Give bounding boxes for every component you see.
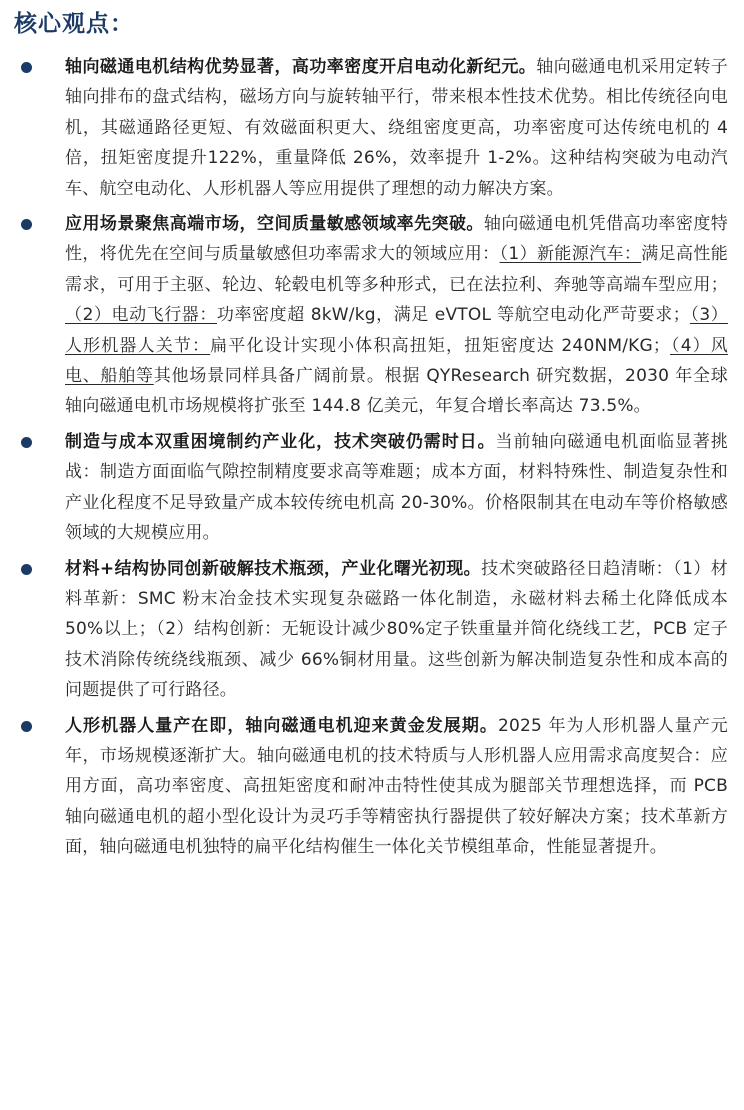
key-point-lead: 轴向磁通电机结构优势显著，高功率密度开启电动化新纪元。 bbox=[65, 57, 537, 77]
key-point-paragraph bbox=[65, 52, 728, 204]
key-point-paragraph bbox=[65, 554, 728, 706]
key-point-item bbox=[14, 52, 728, 204]
key-point-underlined-text: （4）风电、船舶等 bbox=[65, 335, 728, 387]
key-points-list bbox=[14, 52, 728, 863]
key-point-underlined-text: （3）人形机器人关节： bbox=[65, 305, 728, 356]
key-point-item bbox=[14, 209, 728, 422]
key-point-text: 扁平化设计实现小体积高扭矩，扭矩密度达 240NM/KG； bbox=[210, 335, 671, 356]
bullet-dot-icon bbox=[21, 564, 32, 575]
key-point-text: 2025 年为人形机器人量产元年，市场规模逐渐扩大。轴向磁通电机的技术特质与人形机器人应用需求高度契合：应用方面，高功率密度、高扭矩密度和耐冲击特性使其成为腿部关节理想选择，而 PCB 轴向磁通电机的超小型化设计为灵巧手等精密执行器提供了较好解决方案；技术革新方面，轴向磁通电机独特的扁平化结构催生一体化关节模组革命，性能显著提升。 bbox=[65, 715, 728, 858]
key-point-underlined-text: （2）电动飞行器： bbox=[65, 305, 217, 326]
key-point-text: 满足高性能需求，可用于主驱、轮边、轮毂电机等多种形式，已在法拉利、奔驰等高端车型应用； bbox=[65, 244, 729, 295]
key-point-item bbox=[14, 554, 728, 706]
key-point-text: 当前轴向磁通电机面临显著挑战：制造方面面临气隙控制精度要求高等难题；成本方面，材料特殊性、制造复杂性和产业化程度不足导致量产成本较传统电机高 20-30%。价格限制其在电动车等价格敏感领域的大规模应用。 bbox=[65, 431, 728, 544]
key-point-paragraph bbox=[65, 209, 728, 422]
key-point-item bbox=[14, 427, 728, 549]
key-point-paragraph bbox=[65, 711, 728, 863]
key-point-paragraph bbox=[65, 427, 728, 549]
key-point-lead: 制造与成本双重困境制约产业化，技术突破仍需时日。 bbox=[65, 431, 496, 452]
key-point-lead: 应用场景聚焦高端市场，空间质量敏感领域率先突破。 bbox=[65, 214, 484, 235]
section-title: 核心观点： bbox=[14, 11, 134, 37]
key-point-text: 轴向磁通电机采用定转子轴向排布的盘式结构，磁场方向与旋转轴平行，带来根本性技术优势。相比传统径向电机，其磁通路径更短、有效磁面积更大、绕组密度更高，功率密度可达传统电机的 4 倍，扭矩密度提升122%，重量降低 26%，效率提升 1-2%。这种结构突破为电动汽车、航空电动化、人形机器人等应用提供了理想的动力解决方案。 bbox=[65, 57, 729, 199]
key-point-text: 技术突破路径日趋清晰：（1）材料革新：SMC 粉末冶金技术实现复杂磁路一体化制造，永磁材料去稀土化降低成本 50%以上；（2）结构创新：无轭设计减少80%定子铁重量并简化绕线工艺，PCB 定子技术消除传统绕线瓶颈、减少 66%铜材用量。这些创新为解决制造复杂性和成本高的问题提供了可行路径。 bbox=[65, 558, 728, 701]
key-point-lead: 人形机器人量产在即，轴向磁通电机迎来黄金发展期。 bbox=[65, 715, 498, 736]
bullet-dot-icon bbox=[21, 62, 32, 73]
key-point-underlined-text: （1）新能源汽车： bbox=[499, 244, 642, 265]
bullet-dot-icon bbox=[21, 437, 32, 448]
key-point-text: 功率密度超 8kW/kg，满足 eVTOL 等航空电动化严苛要求； bbox=[216, 305, 690, 326]
bullet-dot-icon bbox=[21, 219, 32, 230]
key-point-text: 轴向磁通电机凭借高功率密度特性，将优先在空间与质量敏感但功率需求大的领域应用： bbox=[65, 214, 728, 265]
key-point-text: 其他场景同样具备广阔前景。根据 QYResearch 研究数据，2030 年全球轴向磁通电机市场规模将扩张至 144.8 亿美元，年复合增长率高达 73.5%。 bbox=[65, 366, 728, 417]
key-point-item bbox=[14, 711, 728, 863]
bullet-dot-icon bbox=[21, 721, 32, 732]
key-point-lead: 材料+结构协同创新破解技术瓶颈，产业化曙光初现。 bbox=[65, 558, 482, 579]
